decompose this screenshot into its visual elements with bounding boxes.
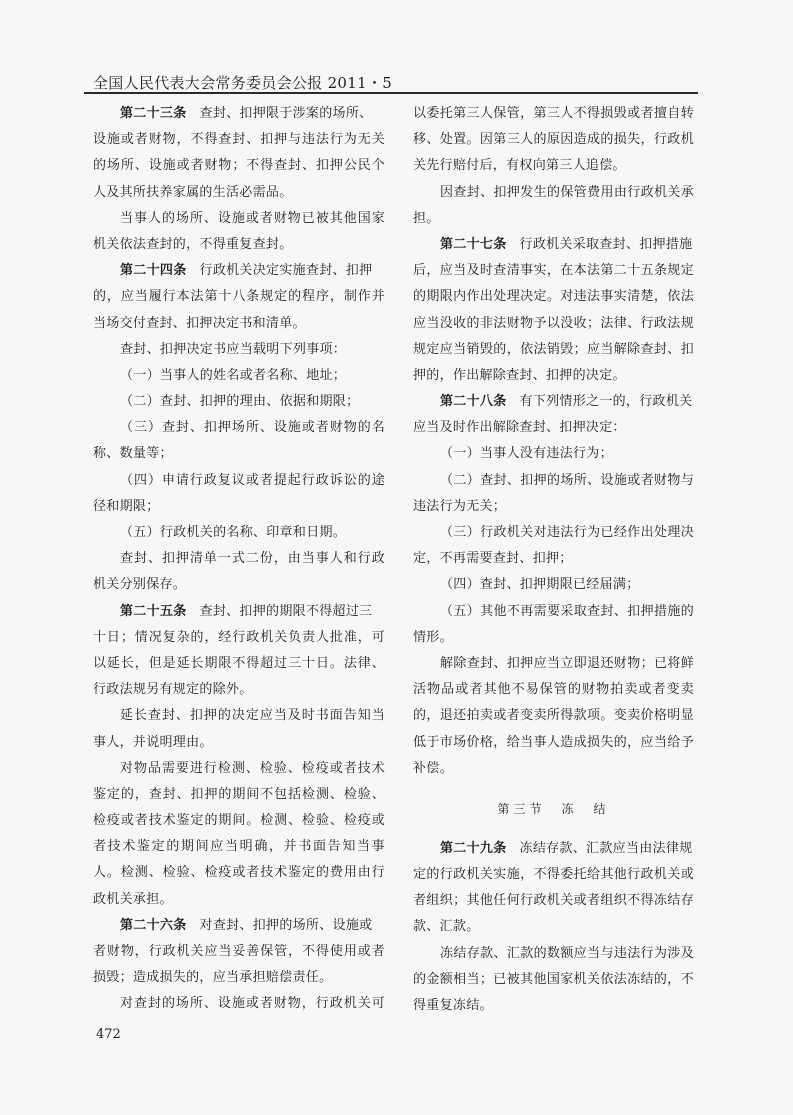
paragraph [93, 415, 385, 467]
paragraph [93, 991, 385, 1017]
text-line: 情形。 [413, 629, 453, 645]
text-line: 称、数量等； [93, 446, 173, 462]
article-number: 第二十四条 [120, 263, 187, 279]
text-line: 的，退还拍卖或者变卖所得款项。变卖价格明显 [413, 708, 694, 724]
text-line: 违法行为无关； [413, 498, 507, 514]
text-line: 十日；情况复杂的，经行政机关负责人批准，可 [93, 629, 385, 645]
text-line: 行政法规另有规定的除外。 [93, 682, 253, 698]
page-number: 472 [96, 1027, 121, 1042]
text-line: 的期限内作出处理决定。对违法事实清楚，依法 [413, 289, 694, 305]
text-line: 补偿。 [413, 760, 453, 776]
paragraph [413, 441, 694, 467]
article-text: 行政机关采取查封、扣押措施 [519, 236, 693, 252]
text-line: 应当没收的非法财物予以没收；法律、行政法规 [413, 315, 694, 331]
article-number: 第二十七条 [440, 236, 507, 252]
text-line [93, 913, 385, 939]
text-line: 机关依法查封的，不得重复查封。 [93, 236, 293, 252]
text-line: 事人，并说明理由。 [93, 734, 213, 750]
text-line: （四）查封、扣押期限已经届满； [440, 577, 640, 593]
text-line: 查封、扣押决定书应当载明下列事项： [120, 341, 347, 357]
text-line: 查封、扣押清单一式二份，由当事人和行政 [120, 551, 385, 567]
article-paragraph [93, 913, 385, 992]
paragraph [413, 180, 694, 232]
text-line: 检疫或者技术鉴定的期间。检测、检验、检疫或 [93, 813, 385, 829]
text-line: 当事人的场所、设施或者财物已被其他国家 [120, 210, 385, 226]
text-line: （五）其他不再需要采取查封、扣押措施的 [440, 603, 694, 619]
article-paragraph [413, 836, 694, 941]
text-line: （五）行政机关的名称、印章和日期。 [120, 525, 347, 540]
text-line: （二）查封、扣押的理由、依据和期限； [120, 394, 360, 410]
text-line: 设施或者财物，不得查封、扣押与违法行为无关 [93, 132, 385, 148]
paragraph [413, 651, 694, 782]
text-line: 鉴定的，查封、扣押的期间不包括检测、检验、 [93, 786, 385, 802]
text-line: 活物品或者其他不易保管的财物拍卖或者变卖 [413, 682, 694, 698]
text-line: 后，应当及时查清事实，在本法第二十五条规定 [413, 263, 694, 279]
text-line: 定的行政机关实施，不得委托给其他行政机关或 [413, 867, 694, 883]
paragraph [413, 101, 694, 180]
text-line: 得重复冻结。 [413, 998, 493, 1013]
text-line: 关先行赔付后，有权向第三人追偿。 [413, 158, 626, 174]
paragraph [93, 756, 385, 913]
article-number: 第二十五条 [120, 603, 187, 619]
article-text: 查封、扣押的期限不得超过三 [199, 603, 373, 619]
text-line: 的金额相当；已被其他国家机关依法冻结的，不 [413, 971, 694, 987]
article-paragraph [93, 101, 385, 206]
text-line: 担。 [413, 210, 440, 226]
article-paragraph [413, 389, 694, 441]
text-line [413, 836, 694, 862]
text-line: 对查封的场所、设施或者财物，行政机关可 [120, 996, 385, 1012]
article-paragraph [93, 258, 385, 337]
text-line: 政机关承担。 [93, 891, 173, 907]
text-line: （三）行政机关对违法行为已经作出处理决 [440, 525, 694, 540]
article-number: 第二十六条 [120, 917, 187, 933]
text-line: （二）查封、扣押的场所、设施或者财物与 [440, 472, 694, 488]
section-heading: 第三节 冻 结 [497, 801, 610, 816]
text-line [93, 101, 385, 127]
header-rule [84, 92, 698, 94]
article-text: 有下列情形之一的，行政机关 [519, 394, 693, 410]
text-line: 押的，作出解除查封、扣押的决定。 [413, 367, 626, 383]
paragraph [93, 546, 385, 598]
article-text: 冻结存款、汇款应当由法律规 [519, 840, 693, 856]
text-line: （一）当事人没有违法行为； [440, 446, 613, 462]
paragraph [413, 520, 694, 572]
text-line [413, 389, 694, 415]
text-line: 人。检测、检验、检疫或者技术鉴定的费用由行 [93, 865, 385, 881]
text-line: 的，应当履行本法第十八条规定的程序，制作并 [93, 289, 385, 305]
paragraph [413, 468, 694, 520]
text-line: 定，不再需要查封、扣押； [413, 551, 573, 567]
text-line: 当场交付查封、扣押决定书和清单。 [93, 315, 306, 331]
article-paragraph [413, 232, 694, 389]
text-line: 移、处置。因第三人的原因造成的损失，行政机 [413, 132, 694, 148]
text-line: 人及其所扶养家属的生活必需品。 [93, 184, 293, 200]
text-line: 对物品需要进行检测、检验、检疫或者技术 [120, 760, 385, 776]
text-line: 冻结存款、汇款的数额应当与违法行为涉及 [440, 945, 694, 961]
paragraph [413, 941, 694, 1020]
paragraph [413, 572, 694, 598]
paragraph [413, 599, 694, 651]
article-number: 第二十九条 [440, 840, 507, 856]
text-line: 者组织；其他任何行政机关或者组织不得冻结存 [413, 893, 694, 909]
text-line: 损毁；造成损失的，应当承担赔偿责任。 [93, 970, 333, 986]
text-line [413, 232, 694, 258]
right-column [413, 101, 694, 1019]
text-line: 应当及时作出解除查封、扣押决定： [413, 420, 626, 436]
text-line: （三）查封、扣押场所、设施或者财物的名 [120, 420, 385, 436]
article-text: 对查封、扣押的场所、设施或 [199, 917, 373, 933]
text-line: 的场所、设施或者财物；不得查封、扣押公民个 [93, 158, 385, 174]
text-line: 以委托第三人保管，第三人不得损毁或者擅自转 [413, 106, 694, 121]
text-line: 解除查封、扣押应当立即退还财物；已将鲜 [440, 655, 694, 671]
text-line: （四）申请行政复议或者提起行政诉讼的途 [120, 472, 385, 488]
left-column [93, 101, 385, 1018]
paragraph [93, 389, 385, 415]
text-line: 规定应当销毁的，依法销毁；应当解除查封、扣 [413, 341, 694, 357]
article-number: 第二十三条 [120, 106, 187, 121]
text-line [93, 599, 385, 625]
text-line: 机关分别保存。 [93, 577, 187, 593]
article-text: 查封、扣押限于涉案的场所、 [199, 106, 373, 121]
article-number: 第二十八条 [440, 394, 507, 410]
text-line: 低于市场价格，给当事人造成损失的，应当给予 [413, 734, 694, 750]
text-line: （一）当事人的姓名或者名称、地址； [120, 367, 347, 383]
paragraph [93, 703, 385, 755]
text-line: 者财物，行政机关应当妥善保管，不得使用或者 [93, 944, 385, 959]
paragraph [93, 337, 385, 363]
article-paragraph [93, 599, 385, 704]
article-text: 行政机关决定实施查封、扣押 [199, 263, 373, 279]
text-line [93, 258, 385, 284]
text-line: 款、汇款。 [413, 919, 480, 935]
text-line: 者技术鉴定的期间应当明确，并书面告知当事 [93, 839, 385, 855]
text-line: 因查封、扣押发生的保管费用由行政机关承 [440, 184, 694, 200]
paragraph [93, 520, 385, 546]
text-line: 以延长，但是延长期限不得超过三十日。法律、 [93, 655, 385, 671]
paragraph [93, 206, 385, 258]
paragraph [93, 363, 385, 389]
paragraph [93, 468, 385, 520]
journal-header-title: 全国人民代表大会常务委员会公报 2011・5 [93, 74, 393, 92]
text-line: 径和期限； [93, 498, 160, 514]
text-line: 延长查封、扣押的决定应当及时书面告知当 [120, 708, 385, 724]
